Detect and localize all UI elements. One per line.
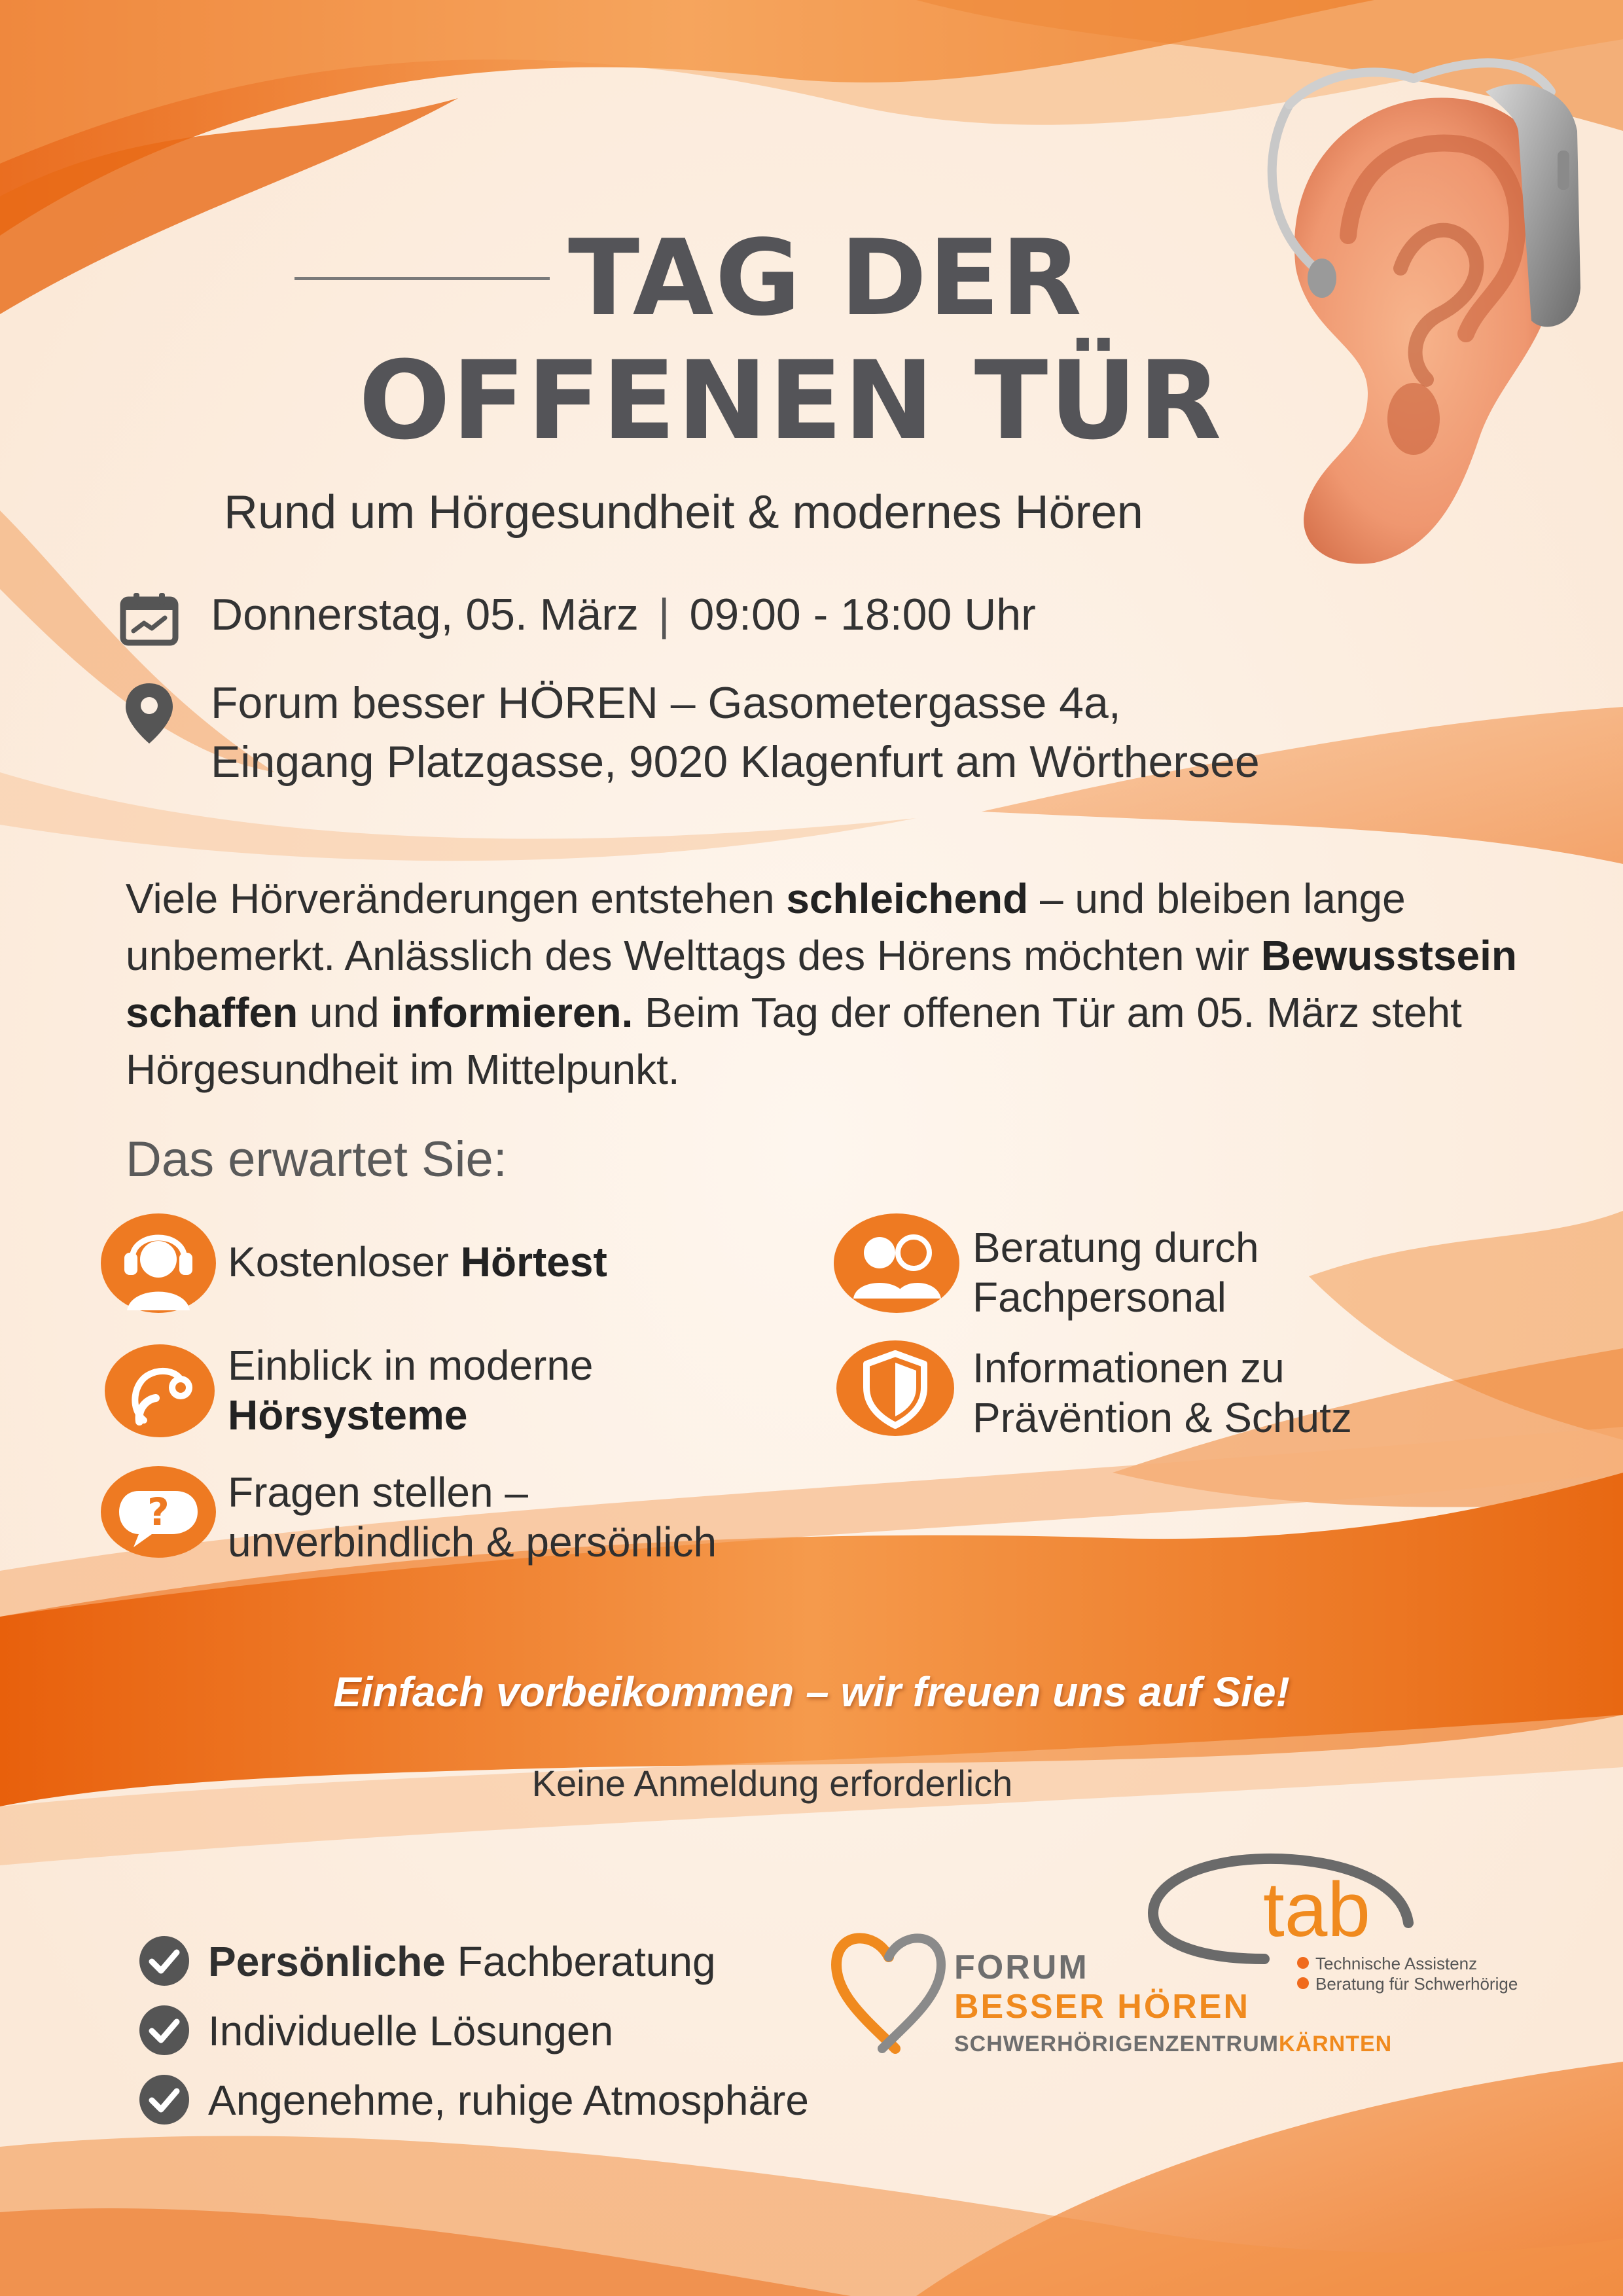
intro-bold-2: Bewusstsein schaffen (126, 932, 1517, 1036)
expect-heading: Das erwartet Sie: (126, 1132, 507, 1187)
forum-logo-line1: FORUM (954, 1948, 1089, 1986)
benefit-2-text: Individuelle Lösungen (208, 2007, 614, 2054)
feature-2-bold: Hörsysteme (228, 1391, 468, 1439)
shield-icon (835, 1339, 955, 1437)
feature-1-bold: Hörtest (460, 1238, 607, 1285)
intro-bold-1: schleichend (786, 875, 1029, 922)
feature-free-hearing-test (228, 1237, 607, 1287)
title-decorative-rule (294, 277, 550, 280)
feature-2-line1: Einblick in moderne (228, 1342, 594, 1389)
tab-logo-dot-2 (1297, 1977, 1309, 1989)
ear-with-hearing-aid-illustration (1217, 52, 1584, 628)
intro-bold-3: informieren. (391, 989, 633, 1036)
feature-4-line2: Fachpersonal (972, 1274, 1226, 1321)
intro-text-4: Beim Tag der offenen Tür am 05. März steht Hörgesundheit im Mittelpunkt. (126, 989, 1462, 1093)
benefit-1-bold: Persönliche (208, 1938, 446, 1985)
feature-4-line1: Beratung durch (972, 1224, 1259, 1271)
feature-modern-hearing-systems (228, 1340, 594, 1440)
location-pin-icon (123, 681, 175, 746)
event-date: Donnerstag, 05. März (211, 590, 639, 639)
check-circle-icon (137, 1934, 191, 1988)
feature-expert-consultation (972, 1223, 1259, 1322)
feature-3-line2: unverbindlich & persönlich (228, 1518, 717, 1566)
forum-besser-hoeren-heart-logo (830, 1924, 948, 2055)
feature-5-line2: Prävëntion & Schutz (972, 1394, 1352, 1441)
tab-logo-line2: Beratung für Schwerhörige (1315, 1974, 1518, 1994)
tab-logo-line1: Technische Assistenz (1315, 1954, 1478, 1973)
headset-icon (99, 1212, 217, 1314)
check-circle-icon (137, 2003, 191, 2057)
consultants-icon (832, 1212, 961, 1314)
no-registration-note: Keine Anmeldung erforderlich (531, 1763, 1013, 1804)
intro-paragraph (126, 870, 1585, 1098)
feature-3-line1: Fragen stellen – (228, 1469, 528, 1516)
page-title-line2: OFFENEN TÜR (359, 338, 1223, 463)
intro-text-1: Viele Hörveränderungen entstehen (126, 875, 787, 922)
page-subtitle: Rund um Hörgesundheit & modernes Hören (224, 486, 1143, 539)
svg-text:?: ? (147, 1490, 169, 1534)
check-circle-icon (137, 2073, 191, 2126)
forum-logo-line2: BESSER HÖREN (954, 1988, 1251, 2026)
benefit-1-text: Fachberatung (445, 1938, 716, 1985)
benefit-individual-solutions (137, 2007, 613, 2061)
event-address-line1: Forum besser HÖREN – Gasometergasse 4a, (211, 678, 1121, 728)
feature-5-line1: Informationen zu (972, 1344, 1285, 1391)
forum-logo-line3 (954, 2032, 1392, 2057)
event-date-time (211, 589, 1036, 640)
tab-logo-word: tab (1263, 1867, 1371, 1953)
page-title-line1: TAG DER (568, 217, 1083, 339)
forum-logo-line3-grey: SCHWERHÖRIGENZENTRUM (954, 2032, 1279, 2056)
tab-logo-dot-1 (1297, 1957, 1309, 1969)
hearing-aid-icon (103, 1343, 216, 1439)
intro-text-3: und (298, 989, 391, 1036)
feature-ask-questions (228, 1467, 717, 1567)
calendar-icon (119, 592, 179, 647)
benefit-personal-consultation (137, 1937, 716, 1992)
date-time-separator: | (658, 590, 670, 639)
benefit-3-text: Angenehme, ruhige Atmosphäre (208, 2077, 809, 2124)
benefit-calm-atmosphere (137, 2076, 809, 2130)
feature-prevention-info (972, 1343, 1352, 1443)
question-bubble-icon (99, 1465, 217, 1562)
forum-logo-line3-orange: KÄRNTEN (1278, 2032, 1393, 2056)
event-address-line2: Eingang Platzgasse, 9020 Klagenfurt am Wörthersee (211, 737, 1260, 787)
intro-text-2: – und bleiben lange unbemerkt. Anlässlich des Welttags des Hörens möchten wir (126, 875, 1406, 979)
event-time: 09:00 - 18:00 Uhr (689, 590, 1036, 639)
call-to-action-banner: Einfach vorbeikommen – wir freuen uns auf Sie! (333, 1668, 1290, 1715)
feature-1-text: Kostenloser (228, 1238, 461, 1285)
